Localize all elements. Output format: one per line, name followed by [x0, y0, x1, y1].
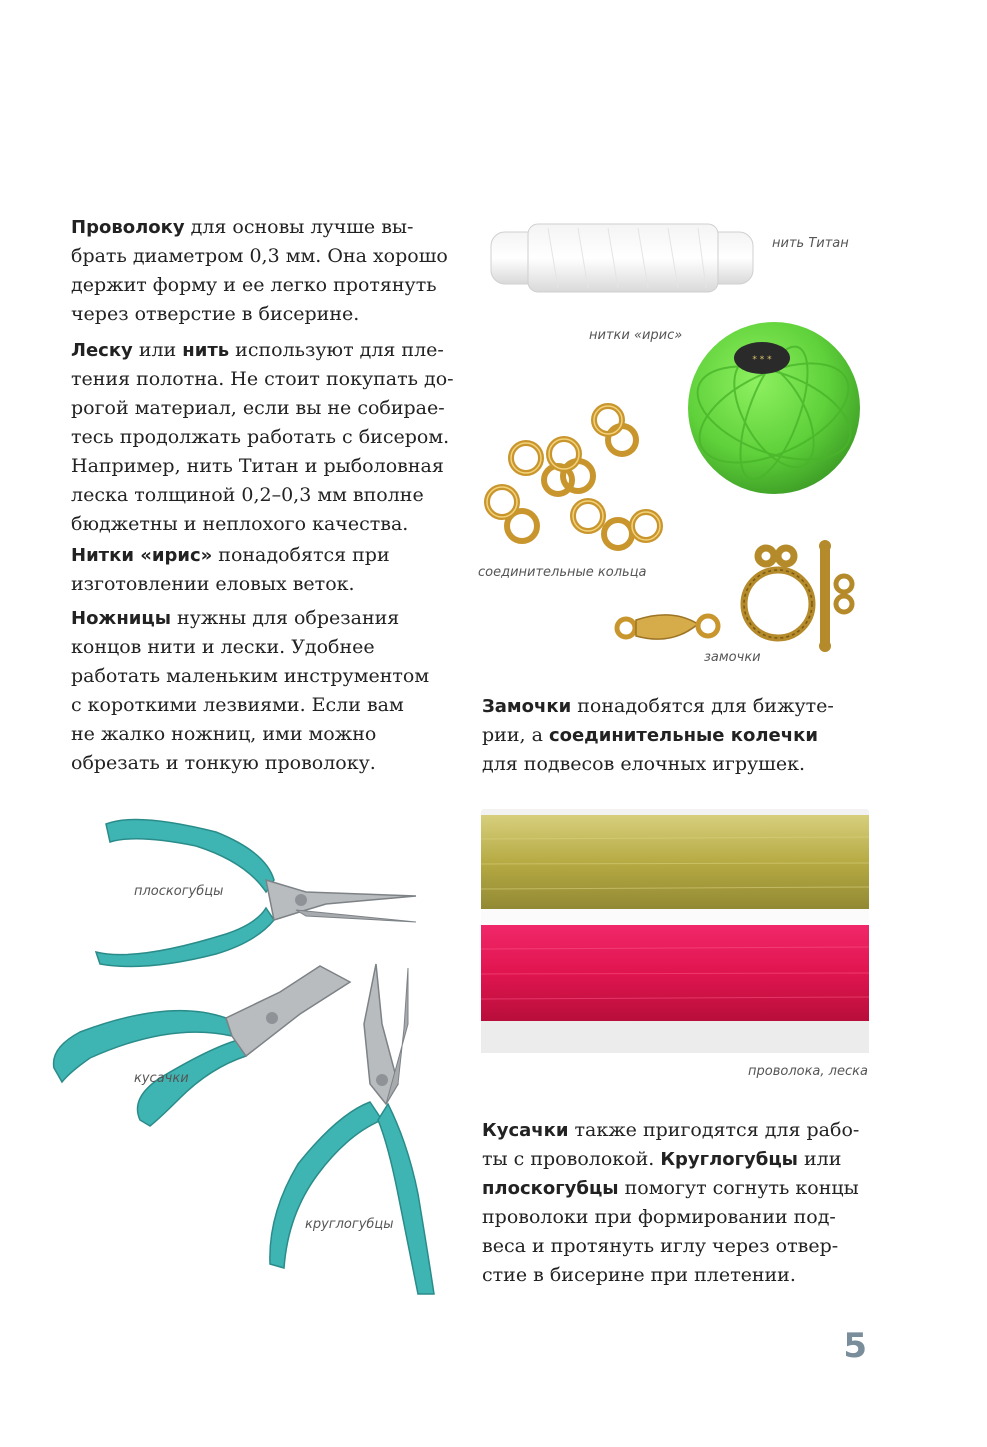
text-line [71, 749, 429, 778]
bold-term: Замочки [482, 696, 572, 717]
bold-term: соединительные колечки [548, 725, 818, 746]
paragraph-cutters [482, 1116, 859, 1290]
text-line [71, 394, 454, 423]
text-fragment: брать диаметром 0,3 мм. Она хорошо [71, 245, 448, 267]
bold-term: Леску [71, 340, 133, 361]
text-fragment: концов нити и лески. Удобнее [71, 636, 375, 658]
text-line [482, 1174, 859, 1203]
caption-iris: нитки «ирис» [589, 328, 683, 343]
text-fragment: бюджетны и неплохого качества. [71, 513, 409, 535]
text-fragment: проволоки при формировании под- [482, 1206, 836, 1228]
caption-flat-pliers: плоскогубцы [134, 884, 224, 899]
text-line [71, 423, 454, 452]
text-fragment: нужны для обрезания [171, 607, 400, 629]
text-line [71, 271, 448, 300]
text-fragment: ты с проволокой. [482, 1148, 661, 1170]
text-line [71, 662, 429, 691]
text-line [482, 692, 834, 721]
text-fragment: помогут согнуть концы [618, 1177, 859, 1199]
text-fragment: рии, а [482, 724, 549, 746]
text-line [71, 336, 454, 365]
svg-text:* * *: * * * [752, 355, 772, 365]
iris-thread-ball-image [684, 318, 864, 498]
text-line [71, 570, 390, 599]
text-fragment: изготовлении еловых веток. [71, 573, 355, 595]
text-fragment: работать маленьким инструментом [71, 665, 430, 687]
text-line [71, 300, 448, 329]
bold-term: Кусачки [482, 1120, 569, 1141]
paragraph-wire [71, 213, 448, 329]
text-line [71, 452, 454, 481]
text-fragment: тения полотна. Не стоит покупать до- [71, 368, 454, 390]
text-line [482, 721, 834, 750]
text-line [71, 242, 448, 271]
bold-term: Круглогубцы [660, 1149, 798, 1170]
bold-term: Нитки «ирис» [71, 545, 213, 566]
text-line [71, 510, 454, 539]
text-line [482, 1203, 859, 1232]
text-line [482, 1232, 859, 1261]
bold-term: Ножницы [71, 608, 172, 629]
paragraph-line [71, 336, 454, 539]
bold-term: плоскогубцы [482, 1178, 619, 1199]
caption-clasps: замочки [704, 650, 761, 665]
text-fragment: тесь продолжать работать с бисером. [71, 426, 450, 448]
page-number: 5 [843, 1326, 867, 1366]
text-fragment: держит форму и ее легко протянуть [71, 274, 437, 296]
bold-term: нить [182, 340, 230, 361]
text-line [71, 541, 390, 570]
text-fragment: понадобятся для бижуте- [571, 695, 834, 717]
text-fragment: понадобятся при [212, 544, 390, 566]
text-line [71, 365, 454, 394]
text-fragment: обрезать и тонкую проволоку. [71, 752, 376, 774]
bold-term: Проволоку [71, 217, 185, 238]
jump-rings-image [478, 398, 678, 558]
text-line [482, 1261, 859, 1290]
toggle-clasp-image [736, 540, 866, 652]
caption-cutters: кусачки [134, 1071, 189, 1086]
text-fragment: стие в бисерине при плетении. [482, 1264, 796, 1286]
text-line [71, 604, 429, 633]
text-line [71, 481, 454, 510]
caption-wire-spools: проволока, леска [748, 1064, 868, 1079]
text-fragment: с короткими лезвиями. Если вам [71, 694, 404, 716]
text-line [482, 750, 834, 779]
text-line [71, 633, 429, 662]
text-line [71, 213, 448, 242]
paragraph-scissors [71, 604, 429, 778]
text-fragment: или [797, 1148, 842, 1170]
text-fragment: не жалко ножниц, ими можно [71, 723, 377, 745]
text-fragment: используют для пле- [229, 339, 444, 361]
text-fragment: веса и протянуть иглу через отвер- [482, 1235, 839, 1257]
text-line [482, 1145, 859, 1174]
text-fragment: или [132, 339, 183, 361]
round-pliers-image [258, 964, 458, 1298]
caption-titan: нить Титан [772, 236, 849, 251]
text-line [71, 720, 429, 749]
titan-thread-image [488, 222, 758, 294]
caption-rings: соединительные кольца [478, 565, 647, 580]
text-fragment: также пригодятся для рабо- [568, 1119, 860, 1141]
caption-round-pliers: круглогубцы [305, 1217, 394, 1232]
paragraph-clasps [482, 692, 834, 779]
text-line [71, 691, 429, 720]
text-fragment: рогой материал, если вы не собирае- [71, 397, 445, 419]
text-fragment: Например, нить Титан и рыболовная [71, 455, 444, 477]
paragraph-iris [71, 541, 390, 599]
wire-spools-image [481, 809, 869, 1053]
text-fragment: для подвесов елочных игрушек. [482, 753, 805, 775]
text-fragment: леска толщиной 0,2–0,3 мм вполне [71, 484, 424, 506]
text-line [482, 1116, 859, 1145]
text-fragment: для основы лучше вы- [184, 216, 414, 238]
lobster-clasp-image [612, 606, 724, 650]
text-fragment: через отверстие в бисерине. [71, 303, 360, 325]
